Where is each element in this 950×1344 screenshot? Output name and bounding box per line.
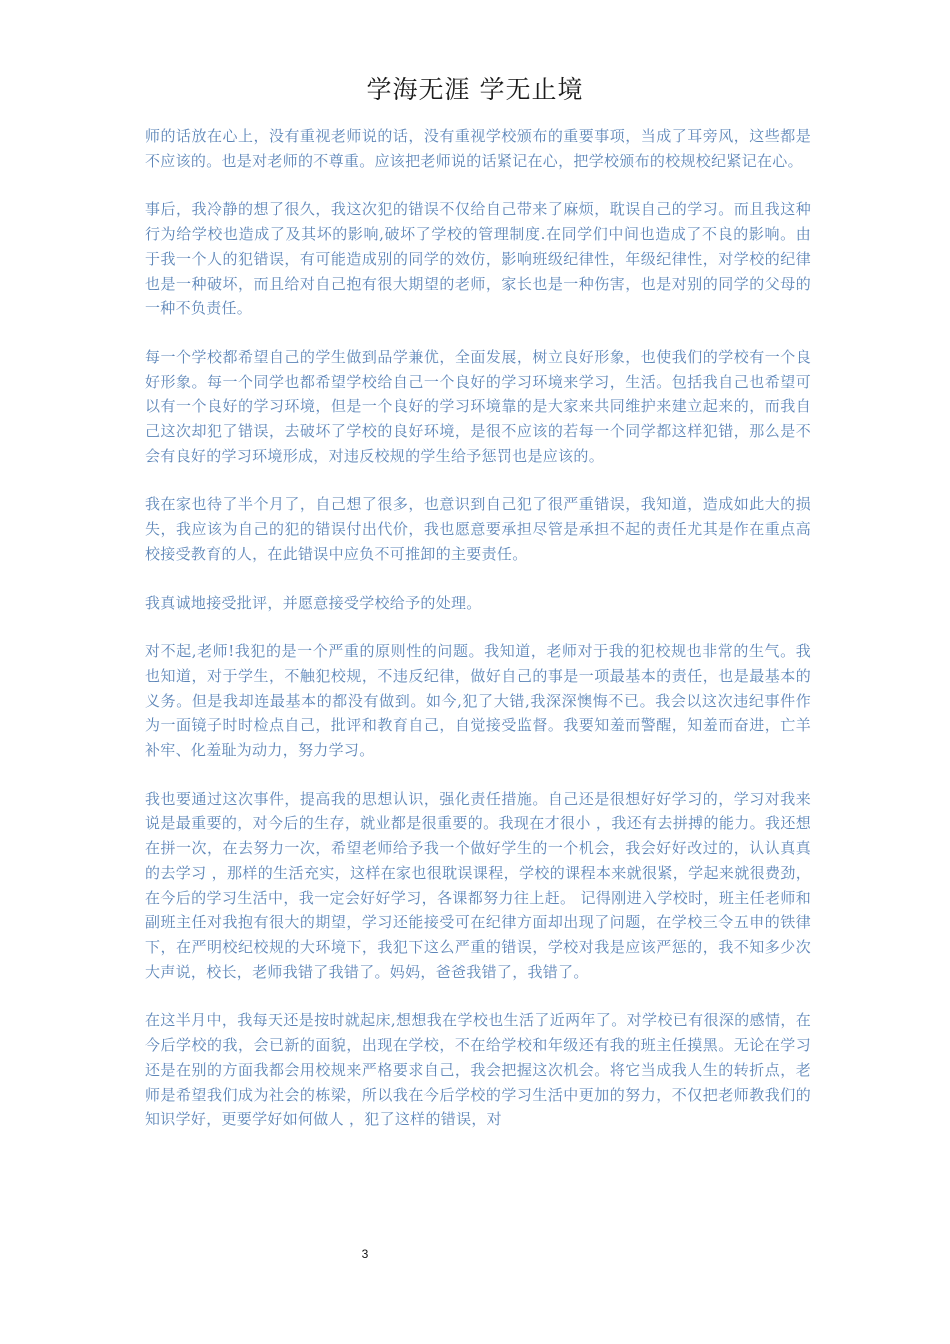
paragraph: 对不起,老师!我犯的是一个严重的原则性的问题。我知道，老师对于我的犯校规也非常的生气。我也知道，对于学生，不触犯校规，不违反纪律，做好自己的事是一项最基本的责任，也是最基本的义务。但是我却连最基本的都没有做到。如今,犯了大错,我深深懊悔不已。我会以这次违纪事件作为一面镜子时时检点自己，批评和教育自己，自觉接受监督。我要知羞而警醒，知羞而奋进，亡羊补牢、化羞耻为动力，努力学习。 — [145, 642, 811, 760]
paragraph: 我也要通过这次事件，提高我的思想认识，强化责任措施。自己还是很想好好学习的，学习对我来说是最重要的，对今后的生存，就业都是很重要的。我现在才很小 ，我还有去拼搏的能力。我还想在拼一次，在去努力一次，希望老师给予我一个做好学生的一个机会，我会好好改过的，认认真真的去学习 ，那样的生活充实，这样在家也很耽误课程，学校的课程本来就很紧，学起来就很费劲，在今后的学习生活中，我一定会好好学习，各课都努力往上赶。 记得刚进入学校时，班主任老师和副班主任对我抱有很大的期望，学习还能接受可在纪律方面却出现了问题，在学校三令五申的铁律下，在严明校纪校规的大环境下，我犯下这么严重的错误，学校对我是应该严惩的，我不知多少次大声说，校长，老师我错了我错了。妈妈，爸爸我错了，我错了。 — [145, 789, 811, 981]
document-body — [145, 124, 811, 1132]
paragraph: 我在家也待了半个月了，自己想了很多，也意识到自己犯了很严重错误，我知道，造成如此大的损失，我应该为自己的犯的错误付出代价，我也愿意要承担尽管是承担不起的责任尤其是作在重点高校接受教育的人，在此错误中应负不可推卸的主要责任。 — [145, 495, 811, 563]
paragraph: 师的话放在心上，没有重视老师说的话，没有重视学校颁布的重要事项，当成了耳旁风，这些都是不应该的。也是对老师的不尊重。应该把老师说的话紧记在心，把学校颁布的校规校纪紧记在心。 — [145, 127, 811, 170]
page-title: 学海无涯 学无止境 — [366, 75, 584, 104]
paragraph: 事后，我冷静的想了很久，我这次犯的错误不仅给自己带来了麻烦，耽误自己的学习。而且我这种行为给学校也造成了及其坏的影响,破坏了学校的管理制度.在同学们中间也造成了不良的影响。由于我一个人的犯错误，有可能造成别的同学的效仿，影响班级纪律性，年级纪律性，对学校的纪律也是一种破坏，而且给对自己抱有很大期望的老师，家长也是一种伤害，也是对别的同学的父母的一种不负责任。 — [145, 200, 811, 318]
paragraph: 在这半月中，我每天还是按时就起床,想想我在学校也生活了近两年了。对学校已有很深的感情，在今后学校的我，会已新的面貌，出现在学校，不在给学校和年级还有我的班主任摸黑。无论在学习还是在别的方面我都会用校规来严格要求自己，我会把握这次机会。将它当成我人生的转折点，老师是希望我们成为社会的栋梁，所以我在今后学校的学习生活中更加的努力，不仅把老师教我们的知识学好，更要学好如何做人 ，犯了这样的错误，对 — [145, 1011, 811, 1129]
page-number: 3 — [361, 1247, 369, 1261]
paragraph: 每一个学校都希望自己的学生做到品学兼优，全面发展，树立良好形象，也使我们的学校有一个良好形象。每一个同学也都希望学校给自己一个良好的学习环境来学习，生活。包括我自己也希望可以有一个良好的学习环境，但是一个良好的学习环境靠的是大家来共同维护来建立起来的，而我自己这次却犯了错误，去破坏了学校的良好环境，是很不应该的若每一个同学都这样犯错，那么是不会有良好的学习环境形成，对违反校规的学生给予惩罚也是应该的。 — [145, 347, 811, 465]
paragraph: 我真诚地接受批评，并愿意接受学校给予的处理。 — [145, 593, 482, 612]
